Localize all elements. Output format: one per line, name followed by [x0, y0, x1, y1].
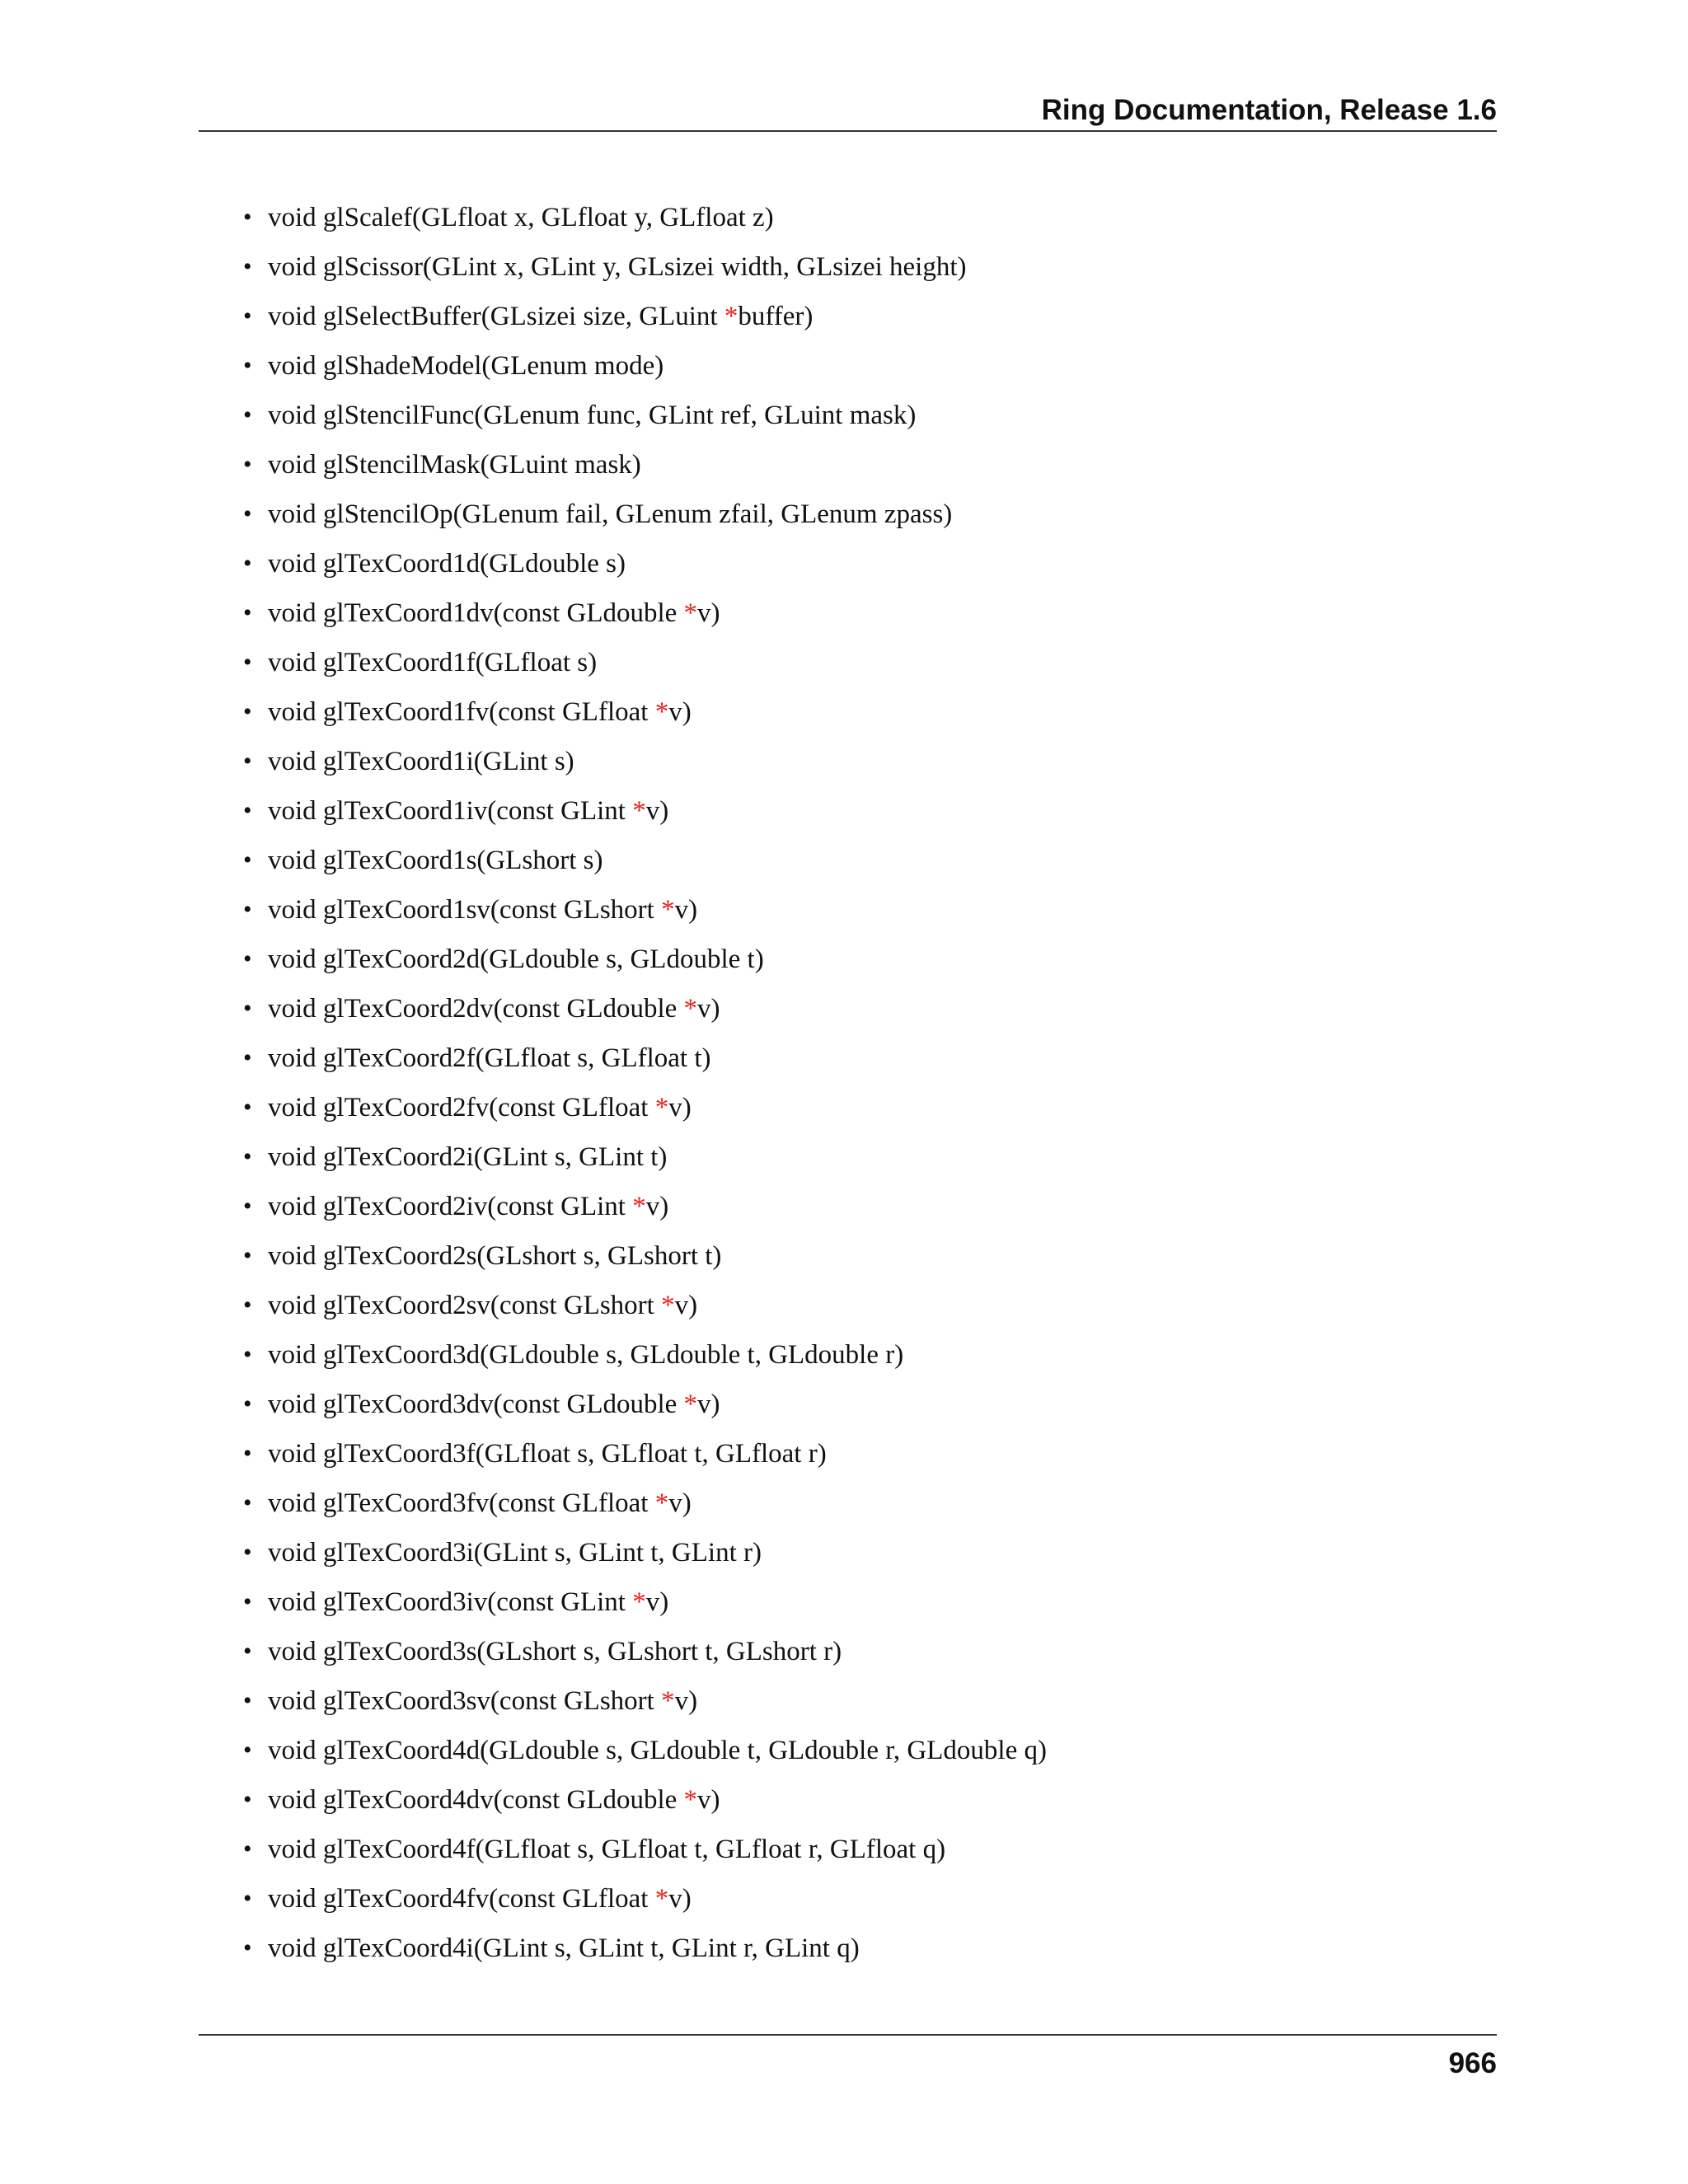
function-list-item [239, 1038, 1475, 1088]
pointer-asterisk: * [661, 1291, 675, 1320]
function-signature-tail: buffer) [738, 302, 814, 331]
bullet-icon: • [243, 797, 252, 824]
function-list-item [239, 742, 1475, 791]
function-signature: void glStencilMask(GLuint mask) [268, 450, 641, 480]
function-list-item [239, 1780, 1475, 1830]
function-signature: void glTexCoord4d(GLdouble s, GLdouble t, GLdouble r, GLdouble q) [268, 1736, 1047, 1765]
function-signature-tail: v) [697, 994, 720, 1024]
function-signature: void glTexCoord1s(GLshort s) [268, 846, 603, 875]
function-list-item [239, 297, 1475, 346]
bullet-icon: • [243, 599, 252, 626]
function-list-item [239, 346, 1475, 396]
function-list-item [239, 1335, 1475, 1385]
function-list-item [239, 396, 1475, 445]
function-list-item [239, 494, 1475, 544]
function-signature-tail: v) [697, 1785, 720, 1815]
bullet-icon: • [243, 995, 252, 1022]
function-list-item [239, 989, 1475, 1038]
function-signature: void glTexCoord2sv(const GLshort [268, 1291, 662, 1320]
function-signature: void glTexCoord2i(GLint s, GLint t) [268, 1142, 668, 1172]
function-list-item [239, 692, 1475, 742]
function-signature: void glTexCoord3iv(const GLint [268, 1587, 633, 1617]
bullet-icon: • [243, 748, 252, 775]
pointer-asterisk: * [683, 598, 698, 628]
function-signature-tail: v) [645, 1192, 669, 1221]
bullet-icon: • [243, 302, 252, 330]
function-signature: void glScalef(GLfloat x, GLfloat y, GLfloat z) [268, 203, 774, 232]
bullet-icon: • [243, 500, 252, 527]
bullet-icon: • [243, 1934, 252, 1961]
function-list-item [239, 1286, 1475, 1335]
function-list-item [239, 445, 1475, 494]
function-list-item [239, 890, 1475, 940]
pointer-asterisk: * [654, 1884, 669, 1914]
bullet-icon: • [243, 1786, 252, 1813]
bullet-icon: • [243, 1835, 252, 1863]
function-signature-tail: v) [645, 796, 669, 826]
bullet-icon: • [243, 1687, 252, 1714]
bullet-icon: • [243, 352, 252, 379]
function-signature-tail: v) [668, 1488, 692, 1518]
bullet-icon: • [243, 253, 252, 280]
bullet-icon: • [243, 1539, 252, 1566]
function-signature: void glTexCoord3d(GLdouble s, GLdouble t, GLdouble r) [268, 1340, 904, 1370]
pointer-asterisk: * [632, 796, 646, 826]
function-list-item [239, 593, 1475, 643]
function-signature: void glTexCoord4i(GLint s, GLint t, GLint r, GLint q) [268, 1933, 860, 1963]
function-list-item [239, 1929, 1475, 1978]
function-signature: void glTexCoord3i(GLint s, GLint t, GLint r) [268, 1538, 762, 1568]
function-list-item [239, 1187, 1475, 1236]
function-list-item [239, 1137, 1475, 1187]
bullet-icon: • [243, 550, 252, 577]
bullet-icon: • [243, 1440, 252, 1467]
function-list-item [239, 1483, 1475, 1533]
bullet-icon: • [243, 1736, 252, 1764]
function-signature: void glStencilFunc(GLenum func, GLint ref, GLuint mask) [268, 401, 917, 430]
bullet-icon: • [243, 1588, 252, 1615]
function-list-item [239, 1236, 1475, 1286]
function-signature: void glTexCoord1f(GLfloat s) [268, 648, 598, 677]
function-signature-tail: v) [674, 1686, 698, 1716]
bullet-icon: • [243, 1094, 252, 1121]
bullet-icon: • [243, 1193, 252, 1220]
function-list [239, 198, 1475, 1978]
function-list-item [239, 1582, 1475, 1632]
function-list-item [239, 1434, 1475, 1483]
function-list-item [239, 1385, 1475, 1434]
bullet-icon: • [243, 204, 252, 231]
function-list-item [239, 544, 1475, 593]
function-list-item [239, 1533, 1475, 1582]
function-signature: void glShadeModel(GLenum mode) [268, 351, 664, 381]
page-number: 966 [1448, 2047, 1497, 2079]
bullet-icon: • [243, 1044, 252, 1071]
function-list-item [239, 643, 1475, 692]
function-signature: void glTexCoord3sv(const GLshort [268, 1686, 662, 1716]
pointer-asterisk: * [654, 1093, 669, 1122]
function-signature: void glSelectBuffer(GLsizei size, GLuint [268, 302, 724, 331]
page-footer [199, 2034, 1497, 2079]
function-signature: void glTexCoord1sv(const GLshort [268, 895, 662, 925]
function-signature: void glTexCoord2f(GLfloat s, GLfloat t) [268, 1043, 711, 1073]
pointer-asterisk: * [683, 1390, 698, 1419]
function-signature: void glTexCoord3f(GLfloat s, GLfloat t, GLfloat r) [268, 1439, 827, 1469]
bullet-icon: • [243, 1291, 252, 1319]
function-list-item [239, 1088, 1475, 1137]
function-signature: void glTexCoord1i(GLint s) [268, 747, 574, 776]
function-signature-tail: v) [697, 598, 720, 628]
function-signature: void glTexCoord2s(GLshort s, GLshort t) [268, 1241, 722, 1271]
function-signature-tail: v) [668, 697, 692, 727]
function-signature: void glTexCoord1dv(const GLdouble [268, 598, 684, 628]
function-signature-tail: v) [645, 1587, 669, 1617]
pointer-asterisk: * [632, 1587, 646, 1617]
function-signature: void glStencilOp(GLenum fail, GLenum zfail, GLenum zpass) [268, 499, 953, 529]
function-signature-tail: v) [674, 1291, 698, 1320]
function-signature: void glTexCoord4fv(const GLfloat [268, 1884, 655, 1914]
pointer-asterisk: * [724, 302, 738, 331]
function-signature: void glTexCoord2dv(const GLdouble [268, 994, 684, 1024]
function-signature: void glTexCoord1iv(const GLint [268, 796, 633, 826]
bullet-icon: • [243, 1489, 252, 1516]
bullet-icon: • [243, 451, 252, 478]
bullet-icon: • [243, 1341, 252, 1368]
function-signature: void glTexCoord4dv(const GLdouble [268, 1785, 684, 1815]
function-list-item [239, 198, 1475, 247]
bullet-icon: • [243, 1638, 252, 1665]
pointer-asterisk: * [683, 1785, 698, 1815]
function-signature-tail: v) [697, 1390, 720, 1419]
function-signature-tail: v) [668, 1093, 692, 1122]
function-signature: void glTexCoord3s(GLshort s, GLshort t, GLshort r) [268, 1637, 842, 1666]
page-header [199, 89, 1497, 132]
function-signature-tail: v) [674, 895, 698, 925]
bullet-icon: • [243, 698, 252, 725]
function-list-item [239, 1731, 1475, 1780]
bullet-icon: • [243, 401, 252, 429]
pointer-asterisk: * [654, 697, 669, 727]
function-list-item [239, 940, 1475, 989]
function-list-item [239, 841, 1475, 890]
function-list-item [239, 1830, 1475, 1879]
bullet-icon: • [243, 1143, 252, 1170]
function-signature: void glTexCoord3fv(const GLfloat [268, 1488, 655, 1518]
bullet-icon: • [243, 846, 252, 874]
function-list-item [239, 1632, 1475, 1681]
function-list-item [239, 791, 1475, 841]
pointer-asterisk: * [661, 1686, 675, 1716]
function-list-item [239, 1879, 1475, 1929]
function-signature-tail: v) [668, 1884, 692, 1914]
bullet-icon: • [243, 1242, 252, 1269]
function-signature: void glTexCoord3dv(const GLdouble [268, 1390, 684, 1419]
function-signature: void glScissor(GLint x, GLint y, GLsizei width, GLsizei height) [268, 252, 967, 282]
document-title: Ring Documentation, Release 1.6 [1041, 94, 1497, 126]
function-signature: void glTexCoord2d(GLdouble s, GLdouble t) [268, 944, 764, 974]
bullet-icon: • [243, 1390, 252, 1418]
function-signature: void glTexCoord2fv(const GLfloat [268, 1093, 655, 1122]
pointer-asterisk: * [661, 895, 675, 925]
function-list-item [239, 1681, 1475, 1731]
function-signature: void glTexCoord1fv(const GLfloat [268, 697, 655, 727]
pointer-asterisk: * [683, 994, 698, 1024]
bullet-icon: • [243, 945, 252, 972]
function-list-item [239, 247, 1475, 297]
pointer-asterisk: * [632, 1192, 646, 1221]
bullet-icon: • [243, 896, 252, 923]
function-signature: void glTexCoord2iv(const GLint [268, 1192, 633, 1221]
function-signature: void glTexCoord1d(GLdouble s) [268, 549, 626, 579]
bullet-icon: • [243, 1885, 252, 1912]
pointer-asterisk: * [654, 1488, 669, 1518]
function-signature: void glTexCoord4f(GLfloat s, GLfloat t, GLfloat r, GLfloat q) [268, 1835, 946, 1864]
bullet-icon: • [243, 649, 252, 676]
